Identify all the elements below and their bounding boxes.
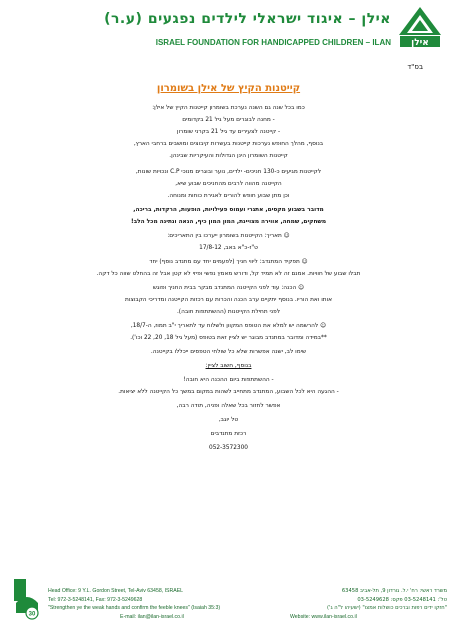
body-line-1: כמו בכל שנה גם השנה נערכת בשומרון קייטנות הקיץ של אילן:	[152, 105, 305, 111]
body-line-22: - ההשתתפות ביום ההכנה היא חובה!	[183, 377, 274, 383]
body-line-11: ☺ תאריך: הקייטנות בשומרון ייערכו בין התאריכים:	[167, 233, 290, 239]
letter-title: קייטנות הקיץ של אילן בשומרון	[156, 83, 301, 94]
body-line-6: לקייטנות מגיעים כ-130 חניכים- ילדים, נוער ובוגרים מנוכי C.P ונכויות שונות,	[135, 169, 322, 175]
body-line-7: הקייטנה מהווה לרבים מהחניכים שבוע שיא,	[175, 181, 282, 187]
body-line-21: בנוסף, חשוב לציין:	[205, 363, 252, 369]
footer-badge-text: 30	[28, 611, 36, 618]
body-line-17: לפני תחילת הקייטנות (ההשתתפות חובה).	[176, 309, 281, 315]
org-name-hebrew: אילן – איגוד ישראלי לילדים נפגעים (ע.ר)	[104, 11, 391, 27]
body-line-27: 052-3572300	[209, 445, 248, 451]
body-line-15: ☺ הכנה: עוד לפני הקייטנה המתנדב מבקר בבית החניך ופוגש	[152, 285, 305, 291]
footer-email[interactable]: E-mail: ilan@ilan-israel.co.il	[120, 614, 184, 620]
body-line-9: מדובר בשבוע מקסים, אתגרי ועמוס פעילויות, הופעות, הרקדות, בריכה,	[133, 207, 324, 213]
body-line-13: ☺ תפקיד המתנדב: ליווי חניך (לפעמים יחד עם מתנדב נוסף) יחד	[149, 259, 308, 265]
footer-tel-en: Tel: 972-3-5248141, Fax: 972-3-5249628	[48, 597, 143, 603]
footer-anniversary-logo-icon	[12, 577, 42, 621]
body-line-25: טל יוגב,	[218, 417, 239, 423]
body-line-12: ט"ז-כ"א באב, 17/8-12	[199, 245, 258, 251]
footer-website[interactable]: Website: www.ilan-israel.co.il	[290, 614, 357, 620]
footer-tel-he: טל': 03-5248141 פקס: 03-5249628	[357, 597, 447, 603]
body-line-19: **במידה ומדובר במתנדב מבוגר יש לציין זאת בטופס (מעל גיל 18, 20, 22 וכו').	[130, 335, 327, 341]
body-line-3: - קייטנה לצעירים עד גיל 21 בקרני שומרון	[176, 129, 281, 135]
footer-head-office-he: משרד ראשי: רח' י.ל. גורדון 9, תל-אביב 63458	[341, 588, 447, 594]
logo-text: אילן	[411, 38, 429, 48]
body-line-16: אותו ואת הוריו. בנוסף יתקיים ערב הכנה והכרות עם רכזות הקייטנה ומדריכי הקבוצות	[124, 297, 333, 303]
body-line-10: משחקים, שמחה, אווירה מצויינת, המון המון כיף, הנאה ונתינה מכל הלב!	[130, 219, 327, 225]
body-line-23: - ההגעה היא לכל השבוע, המתנדב מתחייב לשהות במקום במשך כל הקייטנה ללא יציאות.	[118, 389, 339, 395]
body-line-26: רכזת מתנדבים	[210, 431, 247, 437]
body-line-20: שימו לב, ישנה אפשרות שלא כל שולחי הטפסים ייכללו בקייטנה.	[150, 349, 307, 355]
footer-quote-he: "חזקו ידים רפות וברכים כושלות אמצו" (ישעיהו ל"ה ג')	[327, 605, 447, 611]
date-label: בס"ד	[407, 63, 423, 71]
org-name-english: ISRAEL FOUNDATION FOR HANDICAPPED CHILDREN – ILAN	[155, 38, 391, 47]
ilan-tree-logo-icon	[397, 5, 443, 49]
body-line-2: - מחנה לבוגרים מעל גיל 21 בקדומים	[182, 117, 275, 123]
footer-quote-en: "Strengthen ye the weak hands and confirm the feeble knees" (Isaiah 35:3)	[48, 605, 221, 611]
body-line-14: תבלו שבוע של חוויות. אמנם זה לא תמיד קל, ודורש מאמץ נפשי ופיזי לא קטן אבל זה בהחלט שווה כל דקה.	[96, 271, 361, 277]
body-line-24: אפשר לחזור בכל שאלה ופניה, תודה רבה,	[176, 403, 281, 409]
body-line-18: ☺ להרשמה יש למלא את הטופס המקוון ולשלוח עד לתאריך י"ב תמוז, ה-18/7,	[130, 323, 327, 329]
footer-head-office-en: Head Office: 9 Y.L. Gordon Street, Tel-Aviv 63458, ISRAEL	[48, 588, 184, 594]
body-line-5: קייטנות השומרון הינן הגדולות והעיקריות שבינהן.	[169, 153, 288, 159]
body-line-8: וכן מתן שבוע חופש להורים לאגירת כוחות ומנוחה.	[167, 193, 290, 199]
body-line-4: בנוסף, מהלך החופש נערכות קייטנות בעשרות קיבוצים ומושבים ברחבי הארץ,	[133, 141, 324, 147]
